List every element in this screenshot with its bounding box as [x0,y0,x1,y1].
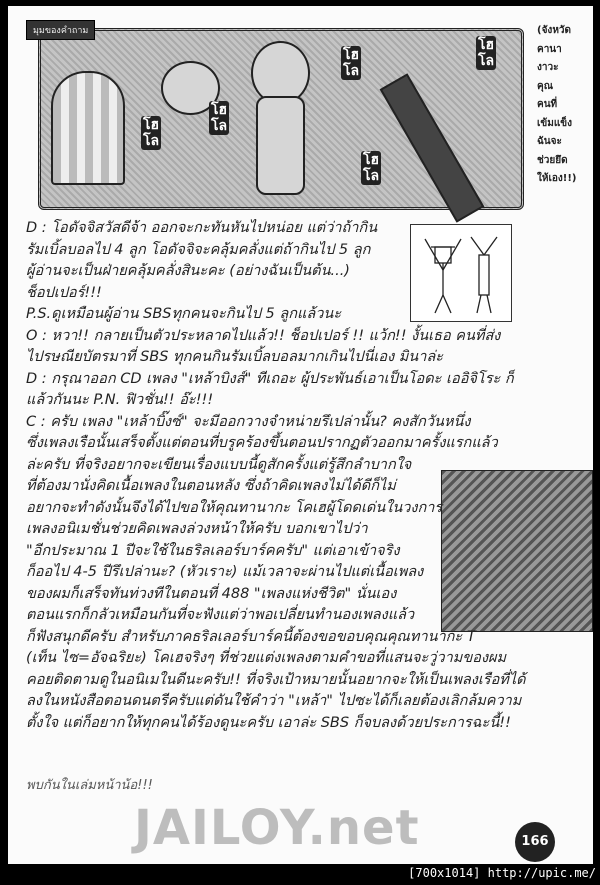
sound-effect: โฮ โล [343,47,360,79]
side-note-line: ช่วยยึด [537,154,568,166]
side-note-line: คานา [537,43,562,55]
text-line: ลงในหนังสือตอนดนตรีครับแต่ดันใช้คำว่า "เหล้า" ไปซะได้ก็เลยต้องเลิกล้มความ [26,693,522,709]
side-note-line: (จังหวัด [537,25,572,36]
side-note-line: ฉันจะ [537,136,562,147]
text-line: อยากจะทำดังนั้นจึงได้ไปขอให้คุณทานากะ โคเฮผู้โดดเด่นในวงการ [26,499,443,516]
text-line: ตั้งใจ แต่ก็อยากให้ทุกคนได้ร้องดูนะครับ เอาล่ะ SBS ก็จบลงด้วยประการฉะนี้!! [26,714,511,731]
drawing-diving-helmet [51,71,125,185]
sound-effect: โฮ โล [478,37,495,69]
text-line: ช็อปเปอร์!!! [26,284,102,301]
page-number: 166 [515,822,555,862]
text-line: ไปรษณียบัตรมาที่ SBS ทุกคนกินรัมเบิ้ลบอลมากเกินไปนี่เอง มินาล่ะ [26,349,444,365]
text-line: D : กรุณาออก CD เพลง "เหล้าบิงส์" ทีเถอะ ผู้ประพันธ์เอาเป็นโอดะ เออิจิโระ ก็ [26,370,514,387]
panel-side-note [537,22,593,189]
image-caption: [700x1014] http://upic.me/ [408,866,596,880]
text-line: ก็ฟังสนุกดีครับ สำหรับภาคธริลเลอร์บาร์คนี้ต้องขอขอบคุณคุณทานากะ T [26,628,476,645]
text-line: O : หวา!! กลายเป็นตัวประหลาดไปแล้ว!! ช็อปเปอร์ !! แว้ก!! งั้นเธอ คนที่ส่ง [26,327,501,344]
text-line: ผู้อ่านจะเป็นฝ่ายคลุ้มคลั่งสินะคะ (อย่างฉันเป็นต้น...) [26,263,350,279]
illustration-panel [38,28,524,210]
sound-effect: โฮ โล [143,117,160,149]
text-line: ก็ออไป 4-5 ปีรึเปล่านะ? (หัวเราะ) แม้เวลาจะผ่านไปแต่เนื้อเพลง [26,564,424,580]
text-line: ตอนแรกก็กลัวเหมือนกันที่จะฟังแต่ว่าพอเปลี่ยนทำนองเพลงแล้ว [26,607,415,623]
text-line: ของผมก็เสร็จทันท่วงทีในตอนที่ 488 "เพลงแห่งชีวิต" นั่นเอง [26,585,397,602]
text-line: D : โอดัจจิสวัสดีจ้า ออกจะกะทันหันไปหน่อย แต่ว่าถ้ากิน [26,220,378,236]
side-note-line: ให้เอง!!) [537,173,577,184]
text-line: คอยติดตามดูในอนิเมในดีนะครับ!! ที่จริงเป้าหมายนั้นอยากจะให้เป็นเพลงเรือที่ได้ [26,671,526,688]
side-note-line: เข้มแข็ง [537,117,573,129]
side-note-line: คนที่ [537,99,558,110]
text-line: "อีกประมาณ 1 ปีจะใช้ในธริลเลอร์บาร์คครับ" แต่เอาเข้าจริง [26,542,400,559]
side-note-line: คุณ [537,80,553,92]
outro-text: พบกันในเล่มหน้าน้อ!!! [26,778,153,793]
sbs-body-text [26,218,586,734]
text-line: แล้วกันนะ P.N. ฟิวชั่น!! อ๊ะ!!! [26,392,214,408]
sound-effect: โฮ โล [211,102,228,134]
side-note-line: งาวะ [537,62,559,73]
text-line: (เท็น ไซ=อัจฉริยะ) โคเฮจริงๆ ที่ช่วยแต่งเพลงตามคำขอที่แสนจะวู่วามของผม [26,650,507,666]
text-line: P.S.ดูเหมือนผู้อ่าน SBSทุกคนจะกินไป 5 ลูกแล้วนะ [26,306,342,322]
text-line: C : ครับ เพลง "เหล้าบิ๊งซ์" จะมีออกวางจำหน่ายรึเปล่านั้น? คงสักวันหนึ่ง [26,413,471,430]
text-line: รัมเบิ้ลบอลไป 4 ลูก โอดัจจิจะคลุ้มคลั่งแต่ถ้ากินไป 5 ลูก [26,241,371,258]
sound-effect: โฮ โล [363,152,380,184]
watermark: JAILOY.net [134,800,420,856]
text-line: ซึ่งเพลงเรือนั้นเสร็จตั้งแต่ตอนที่บรูคร้องขึ้นตอนปรากฏตัวออกมาครั้งแรกแล้ว [26,435,498,451]
section-label: มุมของคำถาม [26,20,95,40]
text-line: เพลงอนิเมชั่นช่วยคิดเพลงล่วงหน้าให้ครับ บอกเขาไปว่า [26,521,368,537]
text-line: ล่ะครับ ที่จริงอยากจะเขียนเรื่องแบบนี้ดูสักครั้งแต่รู้สึกลำบากใจ [26,456,412,473]
drawing-character-body [256,96,305,195]
text-line: ที่ต้องมานั่งคิดเนื้อเพลงในตอนหลัง ซึ่งถ้าคิดเพลงไม่ได้ดีก็ไม่ [26,478,396,494]
drawing-plank [380,73,485,222]
